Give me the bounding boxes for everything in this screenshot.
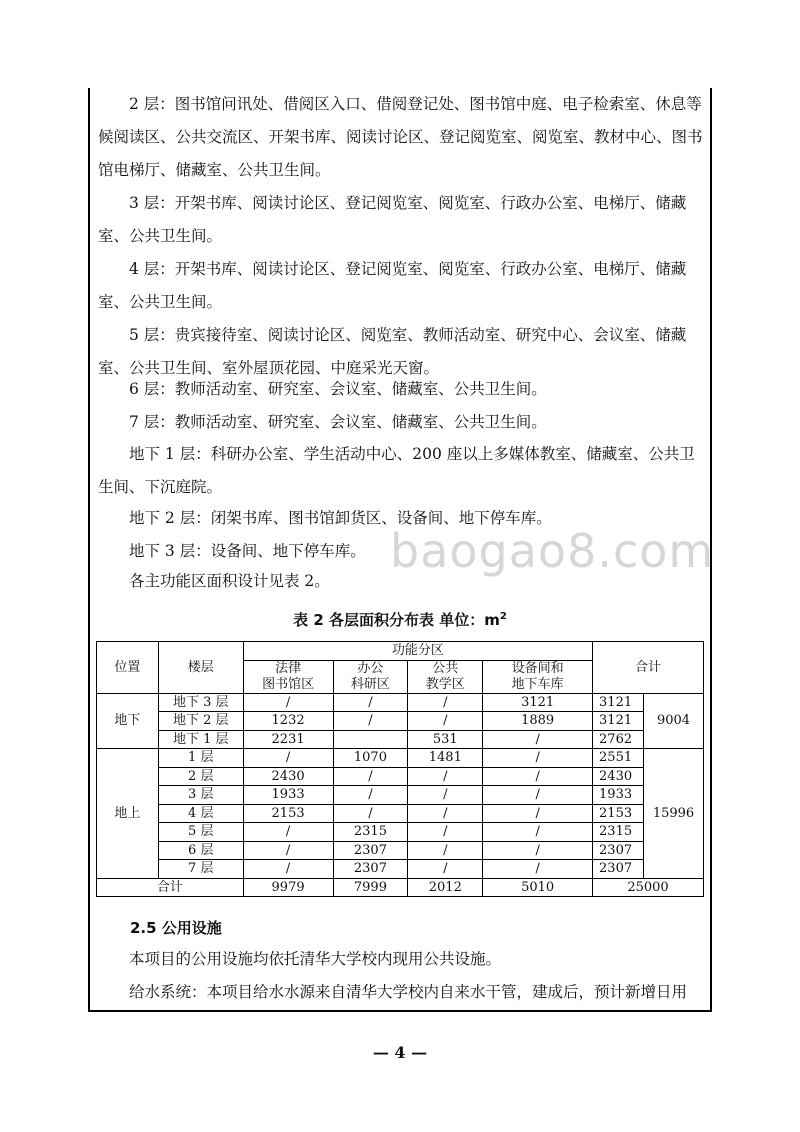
sum-label: 合计 <box>97 878 244 897</box>
table-row <box>97 841 704 860</box>
group-position-cell: 地下 <box>97 693 159 749</box>
equip-cell: / <box>483 786 593 805</box>
floor-cell: 2 层 <box>158 767 243 786</box>
header-office-research: 办公 科研区 <box>333 660 408 693</box>
law-cell: / <box>243 860 333 879</box>
office-cell: / <box>333 804 408 823</box>
equip-cell: 3121 <box>483 693 593 712</box>
law-cell: 2430 <box>243 767 333 786</box>
table-row <box>97 749 704 768</box>
para-floor-5: 5 层：贵宾接待室、阅读讨论区、阅览室、教师活动室、研究中心、会议室、储藏室、公共卫生间、室外屋顶花园、中庭采光天窗。 <box>98 326 687 377</box>
law-cell: / <box>243 693 333 712</box>
public-cell: / <box>408 804 483 823</box>
law-cell: 2231 <box>243 730 333 749</box>
floor-cell: 地下 3 层 <box>158 693 243 712</box>
table-row <box>97 804 704 823</box>
group-position-cell: 地上 <box>97 749 159 879</box>
para-table-ref: 各主功能区面积设计见表 2。 <box>129 572 330 590</box>
para-floor-6: 6 层：教师活动室、研究室、会议室、储藏室、公共卫生间。 <box>129 380 547 398</box>
public-cell: / <box>408 767 483 786</box>
public-cell: 531 <box>408 730 483 749</box>
para-basement-3: 地下 3 层：设备间、地下停车库。 <box>129 542 366 560</box>
floor-cell: 6 层 <box>158 841 243 860</box>
section-heading: 2.5 公用设施 <box>130 919 222 937</box>
row-total-cell: 1933 <box>593 786 644 805</box>
header-total: 合计 <box>593 642 704 694</box>
para-floor-7: 7 层：教师活动室、研究室、会议室、储藏室、公共卫生间。 <box>129 413 547 431</box>
office-cell: / <box>333 786 408 805</box>
sum-office: 7999 <box>333 878 408 897</box>
public-cell: / <box>408 823 483 842</box>
floor-cell: 4 层 <box>158 804 243 823</box>
office-cell: 2307 <box>333 860 408 879</box>
office-cell: / <box>333 712 408 731</box>
equip-cell: / <box>483 804 593 823</box>
table-row <box>97 860 704 879</box>
office-cell: 1070 <box>333 749 408 768</box>
office-cell: / <box>333 767 408 786</box>
public-cell: / <box>408 786 483 805</box>
row-total-cell: 2307 <box>593 841 644 860</box>
header-public-teaching: 公共 教学区 <box>408 660 483 693</box>
equip-cell: / <box>483 730 593 749</box>
office-cell: / <box>333 693 408 712</box>
table-row <box>97 823 704 842</box>
sum-total: 25000 <box>593 878 704 897</box>
table-row <box>97 786 704 805</box>
area-table <box>96 641 704 897</box>
public-cell: / <box>408 693 483 712</box>
sum-equip: 5010 <box>483 878 593 897</box>
law-cell: / <box>243 749 333 768</box>
para-floor-3: 3 层：开架书库、阅读讨论区、登记阅览室、阅览室、行政办公室、电梯厅、储藏室、公共卫生间。 <box>98 194 687 245</box>
row-total-cell: 2762 <box>593 730 644 749</box>
row-total-cell: 2153 <box>593 804 644 823</box>
header-floor: 楼层 <box>158 642 243 694</box>
page-number: — 4 — <box>372 1043 428 1062</box>
equip-cell: / <box>483 767 593 786</box>
floor-cell: 1 层 <box>158 749 243 768</box>
equip-cell: / <box>483 841 593 860</box>
group-total-cell: 9004 <box>644 693 704 749</box>
public-cell: 1481 <box>408 749 483 768</box>
floor-cell: 7 层 <box>158 860 243 879</box>
equip-cell: / <box>483 823 593 842</box>
row-total-cell: 2551 <box>593 749 644 768</box>
law-cell: / <box>243 841 333 860</box>
header-position: 位置 <box>97 642 159 694</box>
row-total-cell: 3121 <box>593 712 644 731</box>
public-cell: / <box>408 860 483 879</box>
sum-law: 9979 <box>243 878 333 897</box>
group-total-cell: 15996 <box>644 749 704 879</box>
office-cell: 2315 <box>333 823 408 842</box>
sum-public: 2012 <box>408 878 483 897</box>
para-floor-2: 2 层：图书馆问讯处、借阅区入口、借阅登记处、图书馆中庭、电子检索室、休息等候阅读区、公共交流区、开架书库、阅读讨论区、登记阅览室、阅览室、教材中心、图书馆电梯厅、储藏室、公共卫生间。 <box>98 95 703 179</box>
floor-cell: 地下 2 层 <box>158 712 243 731</box>
para-basement-2: 地下 2 层：闭架书库、图书馆卸货区、设备间、地下停车库。 <box>129 509 552 527</box>
header-function-zone: 功能分区 <box>243 642 592 661</box>
floor-cell: 地下 1 层 <box>158 730 243 749</box>
public-cell: / <box>408 841 483 860</box>
office-cell: 2307 <box>333 841 408 860</box>
law-cell: 1933 <box>243 786 333 805</box>
equip-cell: / <box>483 749 593 768</box>
table-row <box>97 693 704 712</box>
table-row <box>97 730 704 749</box>
equip-cell: 1889 <box>483 712 593 731</box>
law-cell: 2153 <box>243 804 333 823</box>
equip-cell: / <box>483 860 593 879</box>
floor-cell: 3 层 <box>158 786 243 805</box>
row-total-cell: 3121 <box>593 693 644 712</box>
para-basement-1: 地下 1 层：科研办公室、学生活动中心、200 座以上多媒体教室、储藏室、公共卫生间、下沉庭院。 <box>98 445 695 496</box>
public-cell: / <box>408 712 483 731</box>
header-equipment-parking: 设备间和 地下车库 <box>483 660 593 693</box>
law-cell: / <box>243 823 333 842</box>
header-law-library: 法律 图书馆区 <box>243 660 333 693</box>
watermark: baogao8.com <box>390 524 715 578</box>
row-total-cell: 2315 <box>593 823 644 842</box>
office-cell <box>333 730 408 749</box>
section-para-2: 给水系统：本项目给水水源来自清华大学校内自来水干管，建成后，预计新增日用 <box>129 983 688 1001</box>
table-row <box>97 712 704 731</box>
row-total-cell: 2430 <box>593 767 644 786</box>
section-para-1: 本项目的公用设施均依托清华大学校内现用公共设施。 <box>129 950 502 968</box>
row-total-cell: 2307 <box>593 860 644 879</box>
floor-cell: 5 层 <box>158 823 243 842</box>
law-cell: 1232 <box>243 712 333 731</box>
para-floor-4: 4 层：开架书库、阅读讨论区、登记阅览室、阅览室、行政办公室、电梯厅、储藏室、公共卫生间。 <box>98 260 687 311</box>
table-caption: 表 2 各层面积分布表 单位：$m^2$ <box>293 611 507 629</box>
table-row <box>97 767 704 786</box>
